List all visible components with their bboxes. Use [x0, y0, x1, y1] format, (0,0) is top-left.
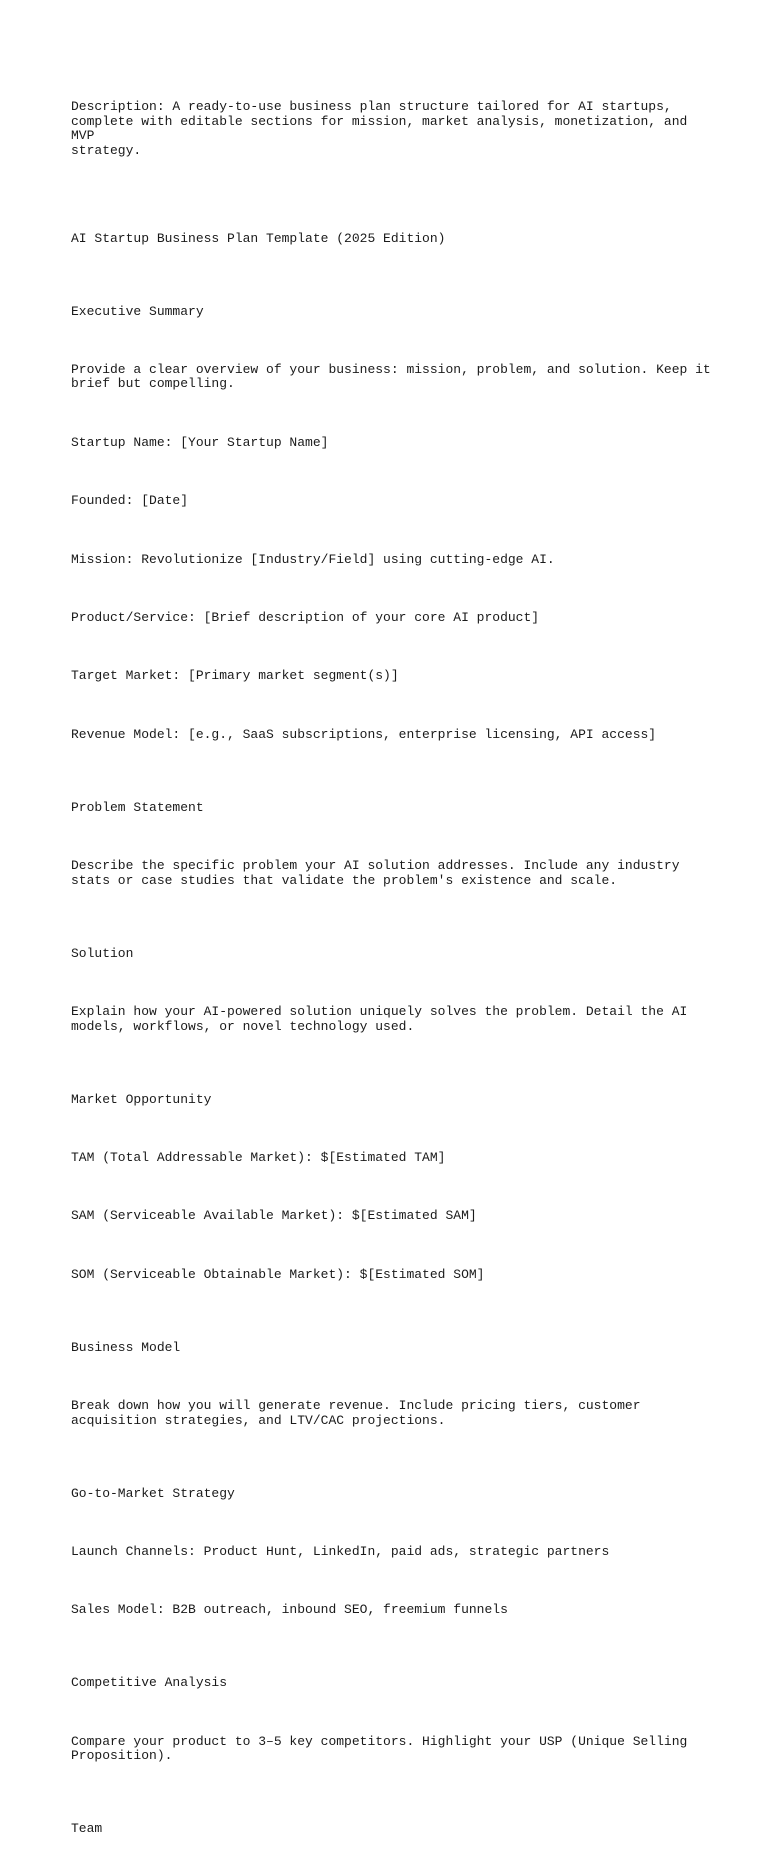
- section-heading-competition: Competitive Analysis: [71, 1675, 228, 1691]
- section-heading-team: Team: [71, 1821, 103, 1837]
- section-heading-solution: Solution: [71, 945, 134, 961]
- tam-field: TAM (Total Addressable Market): $[Estimated TAM]: [71, 1149, 446, 1165]
- section-heading-business-model: Business Model: [71, 1339, 181, 1355]
- sam-field: SAM (Serviceable Available Market): $[Estimated SAM]: [71, 1208, 477, 1224]
- section-heading-executive-summary: Executive Summary: [71, 303, 204, 319]
- founded-field: Founded: [Date]: [71, 493, 189, 509]
- launch-channels-field: Launch Channels: Product Hunt, LinkedIn, paid ads, strategic partners: [71, 1543, 610, 1559]
- business-model-body: Break down how you will generate revenue. Include pricing tiers, customer acquisition strategies, and LTV/CAC projections.: [71, 1398, 641, 1428]
- section-heading-market: Market Opportunity: [71, 1091, 212, 1107]
- som-field: SOM (Serviceable Obtainable Market): $[Estimated SOM]: [71, 1266, 485, 1282]
- sales-model-field: Sales Model: B2B outreach, inbound SEO, freemium funnels: [71, 1602, 508, 1618]
- document-page: [71, 71, 711, 1866]
- startup-name-field: Startup Name: [Your Startup Name]: [71, 434, 329, 450]
- competition-body: Compare your product to 3–5 key competitors. Highlight your USP (Unique Selling Proposition).: [71, 1733, 688, 1764]
- section-heading-problem: Problem Statement: [71, 799, 204, 815]
- solution-body: Explain how your AI-powered solution uniquely solves the problem. Detail the AI models, workflows, or novel technology used.: [71, 1004, 688, 1034]
- target-market-field: Target Market: [Primary market segment(s)]: [71, 668, 399, 684]
- executive-summary-intro: Provide a clear overview of your business: mission, problem, and solution. Keep it brief but compelling.: [71, 361, 711, 392]
- document-title: AI Startup Business Plan Template (2025 Edition): [71, 230, 446, 246]
- problem-body: Describe the specific problem your AI solution addresses. Include any industry stats or case studies that validate the problem's existence and scale.: [71, 858, 680, 888]
- product-field: Product/Service: [Brief description of your core AI product]: [71, 609, 540, 625]
- mission-field: Mission: Revolutionize [Industry/Field] using cutting-edge AI.: [71, 551, 555, 567]
- document-description: Description: A ready-to-use business plan structure tailored for AI startups, complete with editable sections for mission, market analysis, monetization, and MVP strategy.: [71, 99, 688, 158]
- section-heading-gtm: Go-to-Market Strategy: [71, 1485, 235, 1501]
- revenue-model-field: Revenue Model: [e.g., SaaS subscriptions, enterprise licensing, API access]: [71, 726, 657, 742]
